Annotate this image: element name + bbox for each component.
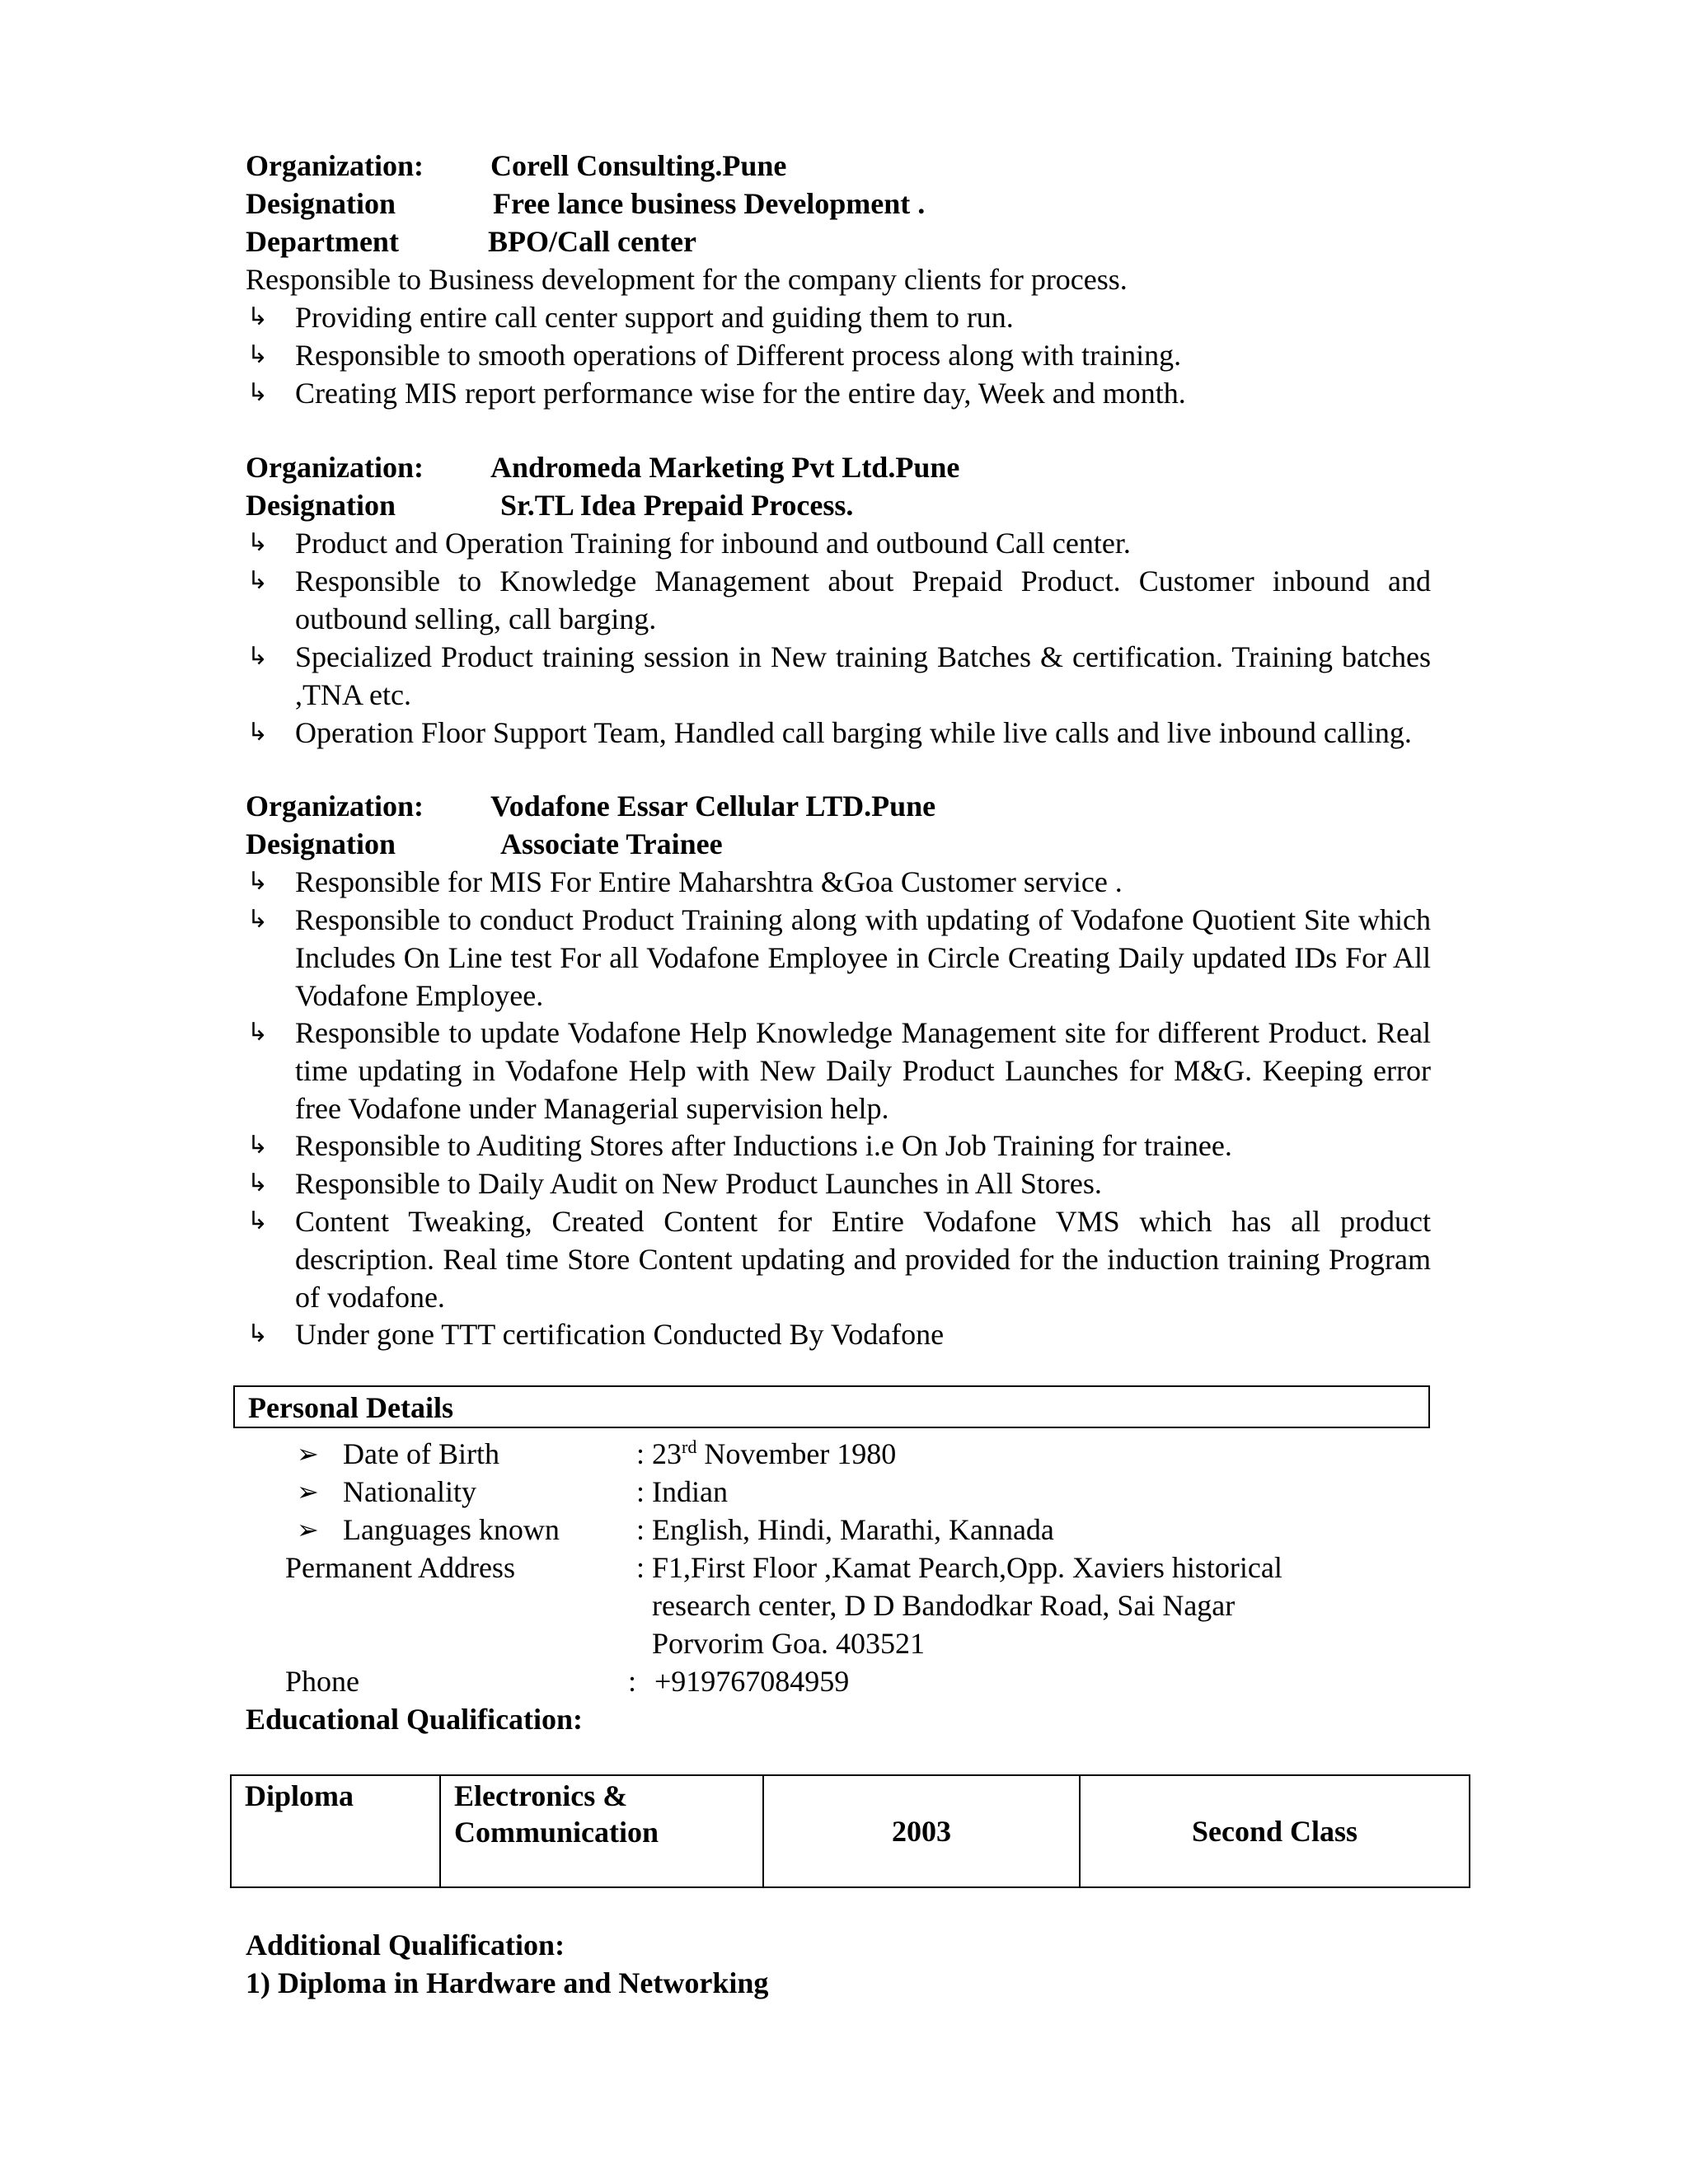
list-item: Operation Floor Support Team, Handled call barging while live calls and live inbound calling.: [295, 716, 1412, 749]
nationality-label: Nationality: [343, 1475, 476, 1508]
org-value: Andromeda Marketing Pvt Ltd.Pune: [490, 451, 960, 484]
additional-heading: Additional Qualification:: [246, 1929, 565, 1961]
list-item: Specialized Product training session in New training Batches & certification. Training batches ,TNA etc.: [295, 640, 1431, 711]
education-table: [230, 1774, 1470, 1888]
dob-label: Date of Birth: [343, 1437, 499, 1470]
designation-label: Designation: [246, 489, 396, 522]
bullet-arrow-icon: ↳: [247, 868, 269, 895]
bullet-arrow-icon: ↳: [247, 719, 269, 746]
org-label: Organization:: [246, 790, 424, 823]
arrowhead-bullet-icon: ➢: [297, 1477, 319, 1507]
list-item: Content Tweaking, Created Content for Entire Vodafone VMS which has all product description. Real time Store Content updating and provided for the induction training Program of vodafone.: [295, 1205, 1431, 1314]
list-item: Responsible to Knowledge Management about Prepaid Product. Customer inbound and outbound selling, call barging.: [295, 565, 1431, 635]
org-value: Vodafone Essar Cellular LTD.Pune: [490, 790, 936, 823]
bullet-arrow-icon: ↳: [247, 906, 269, 933]
specialization-cell: Electronics & Communication: [440, 1775, 763, 1887]
list-item: Responsible to Daily Audit on New Product Launches in All Stores.: [295, 1167, 1102, 1200]
phone-value: +919767084959: [654, 1665, 850, 1698]
designation-value: Sr.TL Idea Prepaid Process.: [500, 489, 854, 522]
list-item: Providing entire call center support and guiding them to run.: [295, 301, 1014, 334]
additional-item: 1) Diploma in Hardware and Networking: [246, 1966, 769, 1999]
year-cell: 2003: [763, 1775, 1080, 1887]
list-item: Responsible to Auditing Stores after Inductions i.e On Job Training for trainee.: [295, 1129, 1232, 1162]
designation-value: Free lance business Development .: [493, 187, 926, 220]
list-item: Responsible to update Vodafone Help Knowledge Management site for different Product. Real time updating in Vodafone Help with New Daily Product Launches for M&G. Keeping error free Vodafone under Managerial supervision help.: [295, 1016, 1431, 1125]
education-heading: Educational Qualification:: [246, 1703, 584, 1736]
languages-label: Languages known: [343, 1513, 560, 1546]
list-item: Product and Operation Training for inbound and outbound Call center.: [295, 527, 1131, 560]
qualification-cell: Diploma: [231, 1775, 440, 1887]
list-item: Responsible for MIS For Entire Maharshtra &Goa Customer service .: [295, 865, 1123, 898]
designation-label: Designation: [246, 187, 396, 220]
arrowhead-bullet-icon: ➢: [297, 1515, 319, 1544]
bullet-arrow-icon: ↳: [247, 1169, 269, 1197]
bullet-arrow-icon: ↳: [247, 379, 269, 406]
personal-details-heading-box: [233, 1385, 1430, 1428]
section-heading: Personal Details: [248, 1391, 453, 1424]
bullet-arrow-icon: ↳: [247, 1132, 269, 1159]
bullet-arrow-icon: ↳: [247, 643, 269, 670]
phone-colon: :: [628, 1665, 637, 1698]
bullet-arrow-icon: ↳: [247, 303, 269, 330]
address-label: Permanent Address: [285, 1551, 515, 1584]
bullet-arrow-icon: ↳: [247, 529, 269, 556]
bullet-arrow-icon: ↳: [247, 341, 269, 368]
bullet-arrow-icon: ↳: [247, 1320, 269, 1347]
address-line-3: Porvorim Goa. 403521: [652, 1627, 925, 1660]
languages-value: : English, Hindi, Marathi, Kannada: [636, 1513, 1054, 1546]
list-item: Under gone TTT certification Conducted By Vodafone: [295, 1318, 945, 1351]
job-summary: Responsible to Business development for the company clients for process.: [246, 263, 1128, 296]
org-value: Corell Consulting.Pune: [490, 149, 787, 182]
bullet-arrow-icon: ↳: [247, 1207, 269, 1235]
department-label: Department: [246, 225, 399, 258]
list-item: Creating MIS report performance wise for the entire day, Week and month.: [295, 377, 1186, 410]
designation-value: Associate Trainee: [500, 827, 723, 860]
dob-value: : 23rd November 1980: [636, 1436, 897, 1470]
org-label: Organization:: [246, 149, 424, 182]
bullet-arrow-icon: ↳: [247, 567, 269, 594]
address-line-2: research center, D D Bandodkar Road, Sai Nagar: [652, 1589, 1236, 1622]
arrowhead-bullet-icon: ➢: [297, 1439, 319, 1469]
bullet-arrow-icon: ↳: [247, 1019, 269, 1046]
list-item: Responsible to smooth operations of Different process along with training.: [295, 339, 1182, 372]
department-value: BPO/Call center: [488, 225, 696, 258]
designation-label: Designation: [246, 827, 396, 860]
list-item: Responsible to conduct Product Training along with updating of Vodafone Quotient Site which Includes On Line test For all Vodafone Employee in Circle Creating Daily updated IDs For All Vodafone Employee.: [295, 903, 1431, 1012]
phone-label: Phone: [285, 1665, 359, 1698]
table-row: [231, 1775, 1470, 1887]
nationality-value: : Indian: [636, 1475, 728, 1508]
class-cell: Second Class: [1080, 1775, 1470, 1887]
address-line-1: : F1,First Floor ,Kamat Pearch,Opp. Xaviers historical: [636, 1551, 1282, 1584]
org-label: Organization:: [246, 451, 424, 484]
